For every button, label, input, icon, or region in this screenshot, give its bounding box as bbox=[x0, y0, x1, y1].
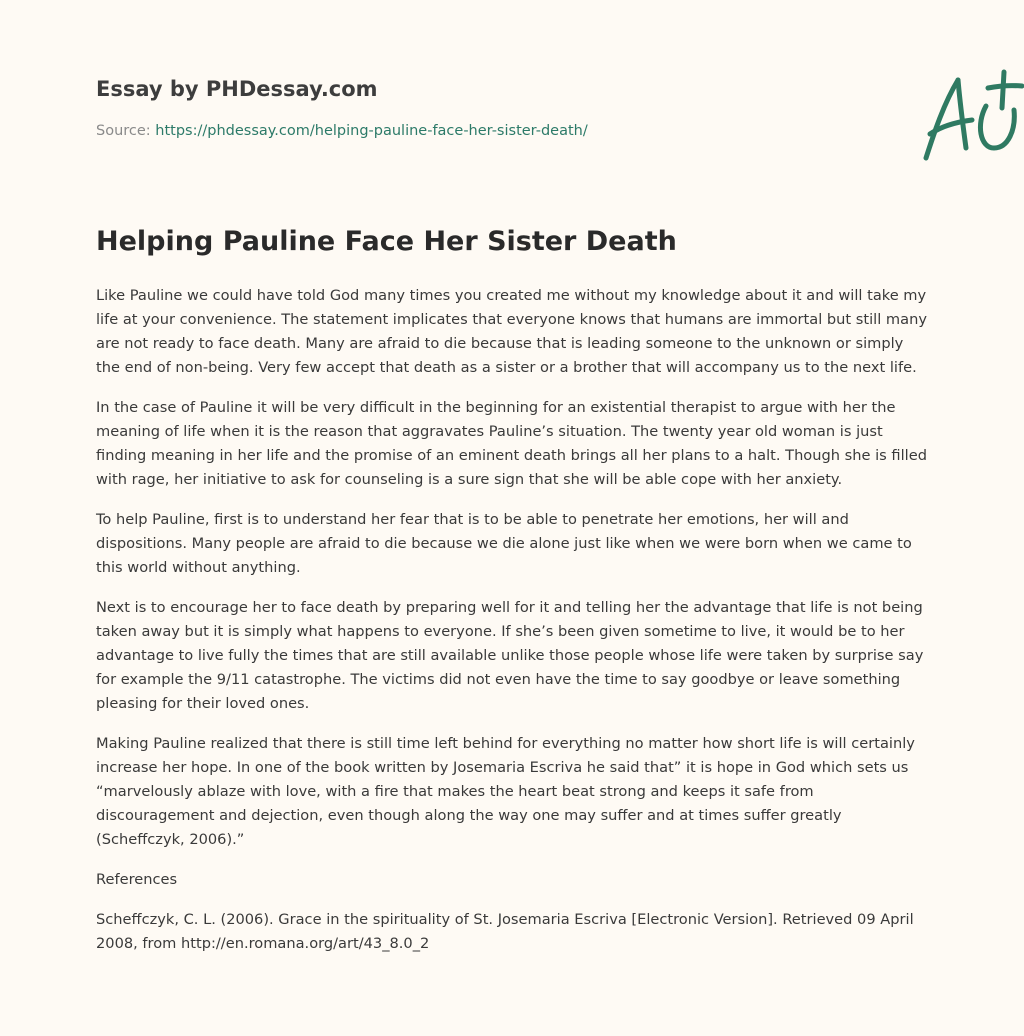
essay-paragraph-1: Like Pauline we could have told God many times you created me without my knowledge about it and will take my life at your convenience. The statement implicates that everyone knows that humans are immortal but still many are not ready to face death. Many are afraid to die because that is leading someone to the unknown or simply the end of non-being. Very few accept that death as a sister or a brother that will accompany us to the next life. bbox=[96, 287, 927, 376]
essay-paragraph-5: Making Pauline realized that there is still time left behind for everything no matter how short life is will certainly increase her hope. In one of the book written by Josemaria Escriva he said that” it is hope in God which sets us “marvelously ablaze with love, with a fire that makes the heart beat strong and keeps it safe from discouragement and dejection, even though along the way one may suffer and at times suffer greatly (Scheffczyk, 2006).” bbox=[96, 735, 915, 848]
site-title: Essay by PHDessay.com bbox=[96, 77, 378, 101]
essay-title: Helping Pauline Face Her Sister Death bbox=[96, 226, 677, 257]
essay-paragraph-3: To help Pauline, first is to understand her fear that is to be able to penetrate her emotions, her will and dispositions. Many people are afraid to die because we die alone just like when we were born when we came to this world without anything. bbox=[96, 511, 912, 576]
references-heading: References bbox=[96, 871, 178, 888]
a-plus-logo-icon bbox=[916, 68, 1024, 164]
essay-paragraph-4: Next is to encourage her to face death by preparing well for it and telling her the advantage that life is not being taken away but it is simply what happens to everyone. If she’s been given sometime to live, it would be to her advantage to live fully the times that are still available unlike those people whose life were taken by surprise say for example the 9/11 catastrophe. The victims did not even have the time to say goodbye or leave something pleasing for their loved ones. bbox=[96, 599, 924, 712]
source-label: Source: bbox=[96, 123, 151, 139]
essay-paragraph-2: In the case of Pauline it will be very difficult in the beginning for an existential therapist to argue with her the meaning of life when it is the reason that aggravates Pauline’s situation. The twenty year old woman is just finding meaning in her life and the promise of an eminent death brings all her plans to a halt. Though she is filled with rage, her initiative to ask for counseling is a sure sign that she will be able cope with her anxiety. bbox=[96, 399, 927, 488]
essay-body bbox=[96, 284, 928, 972]
source-link[interactable]: https://phdessay.com/helping-pauline-face-her-sister-death/ bbox=[155, 123, 588, 139]
reference-item: Scheffczyk, C. L. (2006). Grace in the spirituality of St. Josemaria Escriva [Electronic Version]. Retrieved 09 April 2008, from http://en.romana.org/art/43_8.0_2 bbox=[96, 911, 914, 952]
source-line bbox=[96, 123, 588, 139]
